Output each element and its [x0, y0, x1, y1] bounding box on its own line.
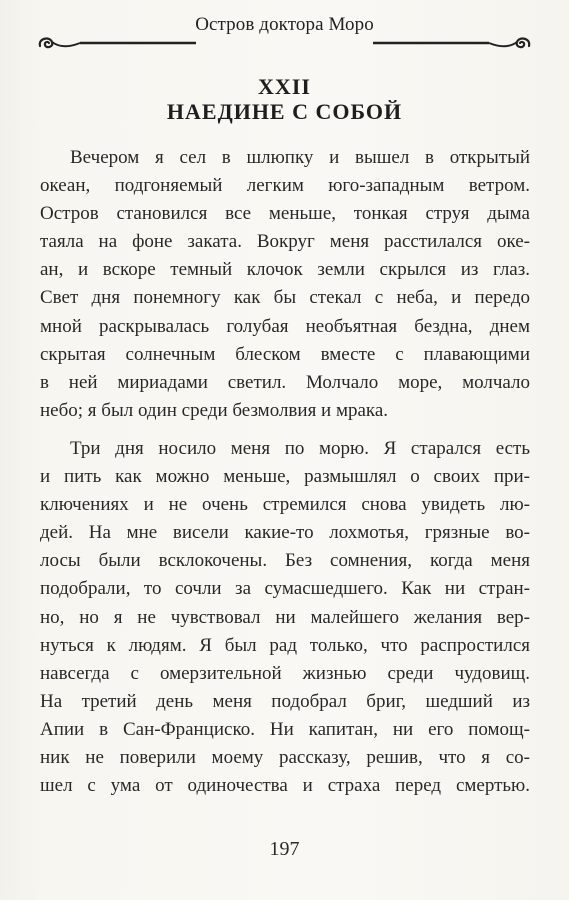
chapter-title: НАЕДИНЕ С СОБОЙ	[166, 99, 403, 124]
text-line: На третий день меня подобрал бриг, шедший из	[40, 690, 530, 712]
text-line: дей. На мне висели какие-то лохмотья, грязные во-	[40, 522, 530, 544]
header-ornament-flourish	[36, 32, 533, 54]
text-line: мной раскрывалась голубая необъятная бездна, днем	[40, 315, 530, 337]
text-line: и пить как можно меньше, размышлял о своих при-	[40, 466, 530, 488]
text-line: шел с ума от одиночества и страха перед смертью.	[40, 775, 530, 797]
text-line: скрытая солнечным блеском вместе с плавающими	[40, 343, 530, 365]
text-line: Апии в Сан-Франциско. Ни капитан, ни его помощ-	[40, 718, 530, 740]
chapter-number: XXII	[258, 74, 311, 99]
text-line: Остров становился все меньше, тонкая струя дыма	[40, 203, 530, 225]
text-line: Три дня носило меня по морю. Я старался есть	[70, 437, 530, 459]
text-line: нуться к людям. Я был рад только, что распростился	[40, 634, 530, 656]
text-line: Вечером я сел в шлюпку и вышел в открытый	[70, 147, 530, 168]
text-line: небо; я был один среди безмолвия и мрака.	[40, 399, 389, 421]
text-line: лосы были всклокочены. Без сомнения, когда меня	[40, 550, 530, 572]
text-line: в ней мириадами светил. Молчало море, молчало	[40, 371, 530, 393]
paragraph	[40, 435, 530, 800]
running-title: Остров доктора Моро	[195, 14, 374, 35]
running-header	[36, 10, 533, 58]
text-line: подобрали, то сочли за сумасшедшего. Как ни стран-	[40, 578, 530, 600]
text-line: Свет дня понемногу как бы стекал с неба, и передо	[40, 287, 530, 309]
paragraph	[40, 144, 530, 425]
chapter-body	[40, 144, 530, 800]
page-number: 197	[269, 838, 300, 860]
text-line: ан, и вскоре темный клочок земли скрылся из глаз.	[40, 259, 530, 281]
text-line: океан, подгоняемый легким юго-западным ветром.	[40, 175, 530, 197]
text-line: но, но я не чувствовал ни малейшего желания вер-	[40, 606, 530, 628]
text-line: ключениях и не очень стремился снова увидеть лю-	[40, 494, 530, 516]
text-line: ник не поверили моему рассказу, решив, что я со-	[40, 746, 530, 768]
text-line: навсегда с омерзительной жизнью среди чудовищ.	[40, 662, 530, 684]
text-line: таяла на фоне заката. Вокруг меня расстилался оке-	[40, 231, 530, 253]
